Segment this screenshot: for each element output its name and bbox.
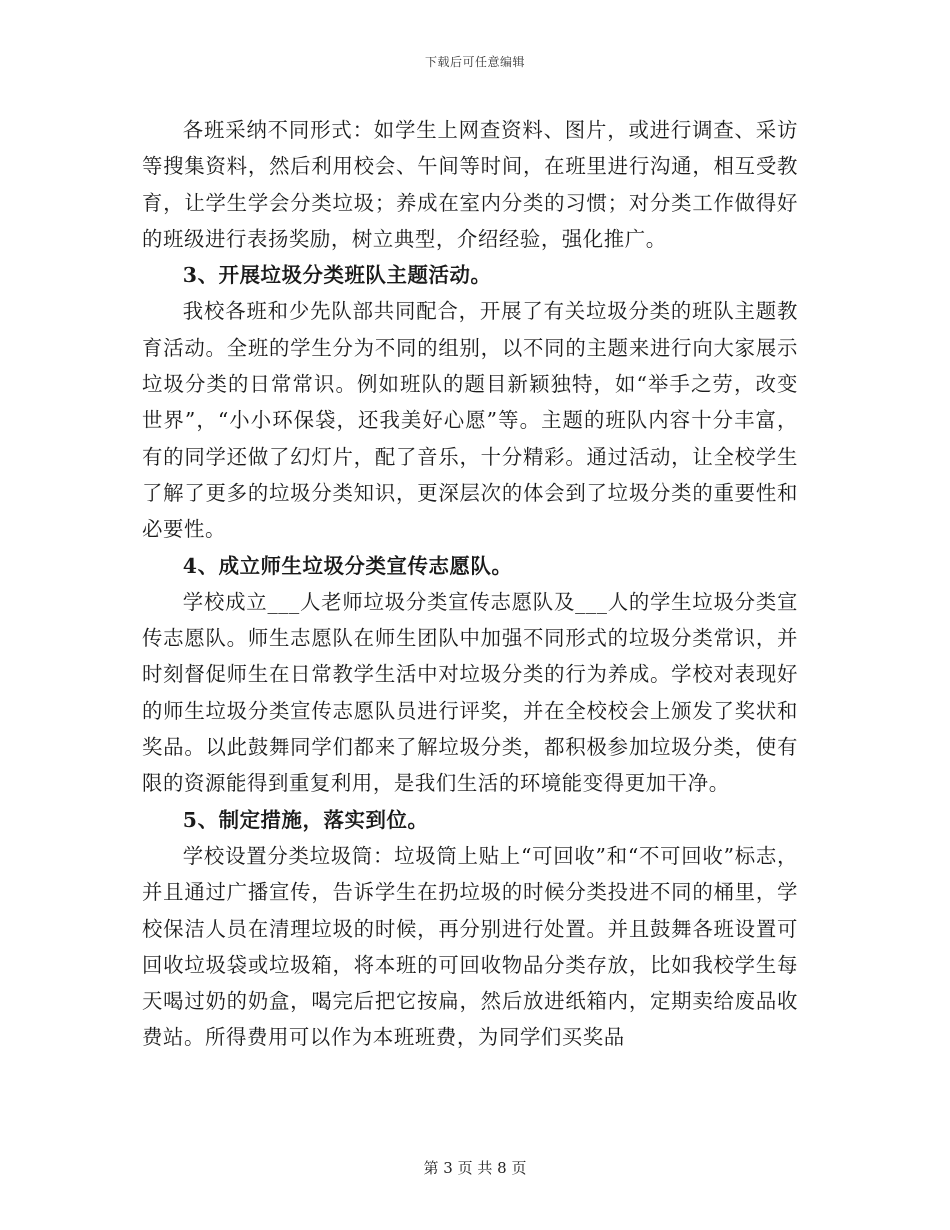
section-heading-5: 5、制定措施，落实到位。 <box>182 807 429 832</box>
paragraph-measures: 学校设置分类垃圾筒：垃圾筒上贴上“可回收”和“不可回收”标志，并且通过广播宣传，告诉学生在扔垃圾的时候分类投进不同的桶里，学校保洁人员在清理垃圾的时候，再分别进行处置。并且鼓舞各班设置可回收垃圾袋或垃圾箱，将本班的可回收物品分类存放，比如我校学生每天喝过奶的奶盒，喝完后把它按扁，然后放进纸箱内，定期卖给废品收费站。所得费用可以作为本班班费，为同学们买奖品 <box>142 843 798 1050</box>
document-body <box>142 112 798 1056</box>
paragraph-class-forms: 各班采纳不同形式：如学生上网查资料、图片，或进行调查、采访等搜集资料，然后利用校会、午间等时间，在班里进行沟通，相互受教育，让学生学会分类垃圾；养成在室内分类的习惯；对分类工作做得好的班级进行表扬奖励，树立典型，介绍经验，强化推广。 <box>142 118 798 251</box>
section-heading-4: 4、成立师生垃圾分类宣传志愿队。 <box>182 553 513 578</box>
paragraph-volunteer-team: 学校成立___人老师垃圾分类宣传志愿队及___人的学生垃圾分类宣传志愿队。师生志愿队在师生团队中加强不同形式的垃圾分类常识，并时刻督促师生在日常教学生活中对垃圾分类的行为养成。学校对表现好的师生垃圾分类宣传志愿队员进行评奖，并在全校校会上颁发了奖状和奖品。以此鼓舞同学们都来了解垃圾分类，都积极参加垃圾分类，使有限的资源能得到重复利用，是我们生活的环境能变得更加干净。 <box>142 589 798 796</box>
page-number: 第 3 页 共 8 页 <box>423 1159 527 1177</box>
paragraph-theme-activities: 我校各班和少先队部共同配合，开展了有关垃圾分类的班队主题教育活动。全班的学生分为不同的组别，以不同的主题来进行向大家展示垃圾分类的日常常识。例如班队的题目新颖独特，如“举手之劳，改变世界”，“小小环保袋，还我美好心愿”等。主题的班队内容十分丰富，有的同学还做了幻灯片，配了音乐，十分精彩。通过活动，让全校学生了解了更多的垃圾分类知识，更深层次的体会到了垃圾分类的重要性和必要性。 <box>142 299 798 542</box>
section-heading-3: 3、开展垃圾分类班队主题活动。 <box>182 263 492 288</box>
page-header: 下载后可任意编辑 <box>424 55 525 69</box>
